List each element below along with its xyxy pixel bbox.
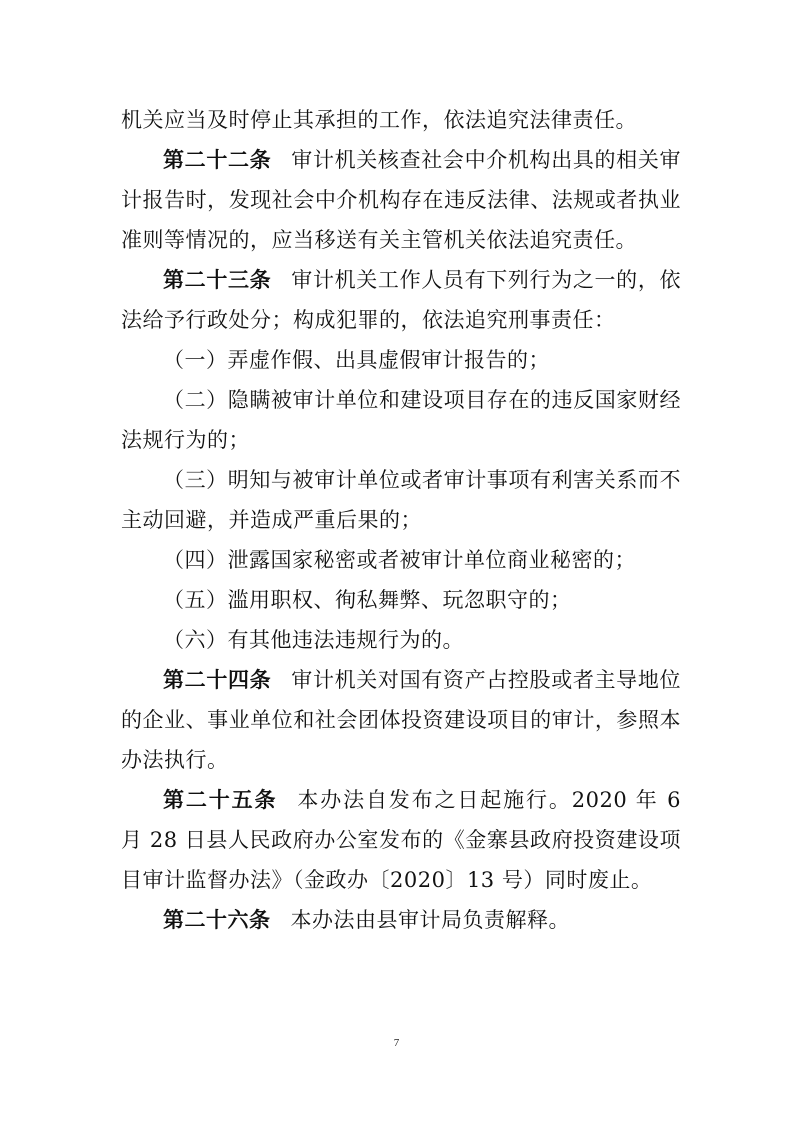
body-text [121,100,681,940]
paragraph-text: （四）泄露国家秘密或者被审计单位商业秘密的； [163,548,636,572]
list-item-6 [121,620,681,660]
article-number: 第二十五条 [163,788,278,812]
paragraph-article-26 [121,900,681,940]
paragraph-text: （五）滥用职权、徇私舞弊、玩忽职守的； [163,588,572,612]
paragraph-article-23 [121,260,681,340]
paragraph-continuation [121,100,681,140]
paragraph-text: 本办法由县审计局负责解释。 [290,908,570,932]
paragraph-text: 本办法自发布之日起施行。2020 年 6 月 28 日县人民政府办公室发布的《金寨县政府投资建设项目审计监督办法》（金政办〔2020〕13 号）同时废止。 [121,788,682,892]
paragraph-article-24 [121,660,681,780]
page-number: 7 [393,1037,400,1049]
article-number: 第二十四条 [163,668,272,692]
paragraph-text: （二）隐瞒被审计单位和建设项目存在的违反国家财经法规行为的； [121,388,681,452]
list-item-3 [121,460,681,540]
article-number: 第二十三条 [163,268,272,292]
paragraph-text: 审计机关工作人员有下列行为之一的，依法给予行政处分；构成犯罪的，依法追究刑事责任： [121,268,681,332]
paragraph-article-25 [121,780,681,900]
article-number: 第二十六条 [163,908,271,932]
list-item-2 [121,380,681,460]
paragraph-text: 机关应当及时停止其承担的工作，依法追究法律责任。 [121,108,637,132]
list-item-5 [121,580,681,620]
paragraph-text: （六）有其他违法违规行为的。 [163,628,464,652]
paragraph-text: （三）明知与被审计单位或者审计事项有利害关系而不主动回避，并造成严重后果的； [121,468,681,532]
article-number: 第二十二条 [163,148,272,172]
paragraph-text: 审计机关核查社会中介机构出具的相关审计报告时，发现社会中介机构存在违反法律、法规或者执业准则等情况的，应当移送有关主管机关依法追究责任。 [121,148,681,252]
paragraph-text: 审计机关对国有资产占控股或者主导地位的企业、事业单位和社会团体投资建设项目的审计，参照本办法执行。 [121,668,681,772]
paragraph-text: （一）弄虚作假、出具虚假审计报告的； [163,348,550,372]
list-item-1 [121,340,681,380]
list-item-4 [121,540,681,580]
paragraph-article-22 [121,140,681,260]
